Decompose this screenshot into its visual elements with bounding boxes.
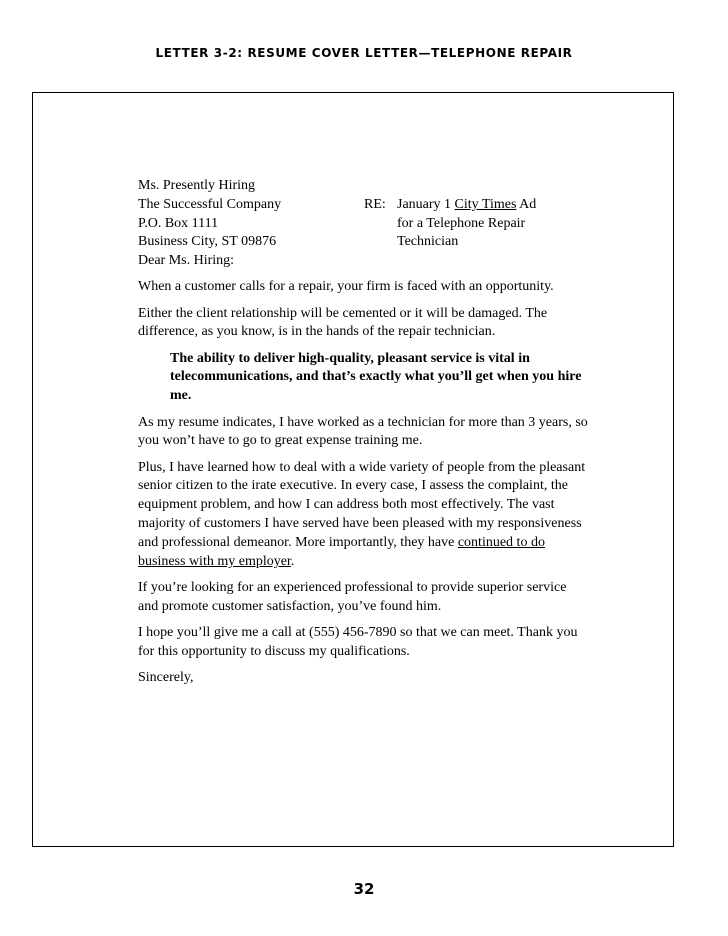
recipient-city: Business City, ST 09876: [138, 234, 277, 250]
recipient-address: [138, 177, 281, 252]
paragraph-6: I hope you’ll give me a call at (555) 456-7890 so that we can meet. Thank you for this opportunity to discuss my qualifications.: [138, 625, 578, 659]
re-ad: Ad: [516, 196, 537, 212]
re-label: RE:: [364, 196, 386, 212]
recipient-company: The Successful Company: [138, 196, 282, 212]
paragraph-4-end: .: [290, 553, 295, 569]
callout-paragraph: The ability to deliver high-quality, pleasant service is vital in telecommunications, and that’s exactly what you’ll get when you hire me.: [170, 350, 582, 404]
re-publication: City Times: [454, 196, 517, 212]
paragraph-4: [138, 459, 588, 572]
paragraph-4-text: Plus, I have learned how to deal with a wide variety of people from the pleasant senior citizen to the irate executive. In every case, I assess the complaint, the equipment problem, and how I can address both most effectively. The vast majority of customers I have served have been pleased with my responsiveness and professional demeanor. More importantly, they have: [138, 459, 586, 550]
re-line-1: [397, 196, 536, 215]
paragraph-2: Either the client relationship will be cemented or it will be damaged. The difference, as you know, is in the hands of the repair technician.: [138, 305, 548, 340]
paragraph-3: As my resume indicates, I have worked as a technician for more than 3 years, so you won’t have to go to great expense training me.: [138, 414, 588, 449]
salutation: Dear Ms. Hiring:: [138, 253, 235, 268]
paragraph-4-underline: continued to do business with my employer: [138, 534, 545, 569]
re-line-3: Technician: [397, 234, 459, 250]
re-line-2: for a Telephone Repair: [397, 215, 526, 231]
letter-body: [138, 177, 588, 695]
page-heading: LETTER 3-2: RESUME COVER LETTER—TELEPHONE REPAIR: [155, 46, 573, 60]
re-subject: [397, 196, 536, 252]
page-number: 32: [353, 880, 375, 898]
re-date: January 1: [397, 196, 455, 212]
address-block: [138, 177, 588, 252]
recipient-name: Ms. Presently Hiring: [138, 178, 256, 193]
paragraph-5: If you’re looking for an experienced professional to provide superior service and promote customer satisfaction, you’ve found him.: [138, 579, 567, 614]
paragraph-1: When a customer calls for a repair, your firm is faced with an opportunity.: [138, 279, 554, 295]
closing: Sincerely,: [138, 670, 194, 686]
recipient-po-box: P.O. Box 1111: [138, 215, 219, 231]
